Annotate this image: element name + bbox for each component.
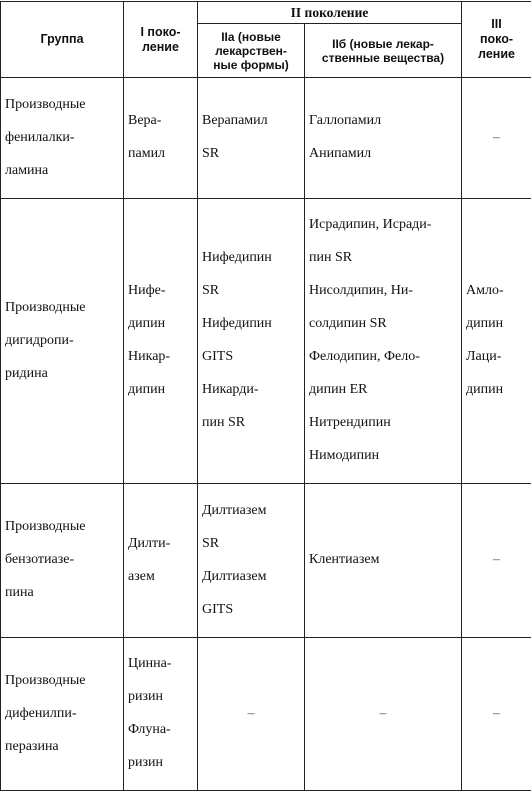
gen2a-cell bbox=[198, 637, 305, 791]
cell-line: бензотиазе- bbox=[5, 552, 119, 569]
header-gen2a-line: ные формы) bbox=[198, 58, 304, 72]
gen3-cell bbox=[462, 484, 531, 638]
cell-line: GITS bbox=[202, 349, 300, 366]
cell-line: пина bbox=[5, 585, 119, 602]
cell-line: Никар- bbox=[128, 349, 193, 366]
gen3-cell bbox=[462, 198, 531, 484]
cell-line: Нифе- bbox=[128, 283, 193, 300]
gen3-cell bbox=[462, 78, 531, 199]
cell-line: Анипамил bbox=[309, 146, 457, 163]
gen1-cell bbox=[124, 484, 198, 638]
cell-line: перазина bbox=[5, 739, 119, 756]
table-row bbox=[1, 78, 531, 199]
cell-line: Производные bbox=[5, 300, 119, 317]
header-gen1 bbox=[124, 2, 198, 78]
empty-dash: – bbox=[380, 706, 387, 721]
cell-line: Производные bbox=[5, 519, 119, 536]
cell-line: Галлопамил bbox=[309, 113, 457, 130]
cell-line: Производные bbox=[5, 673, 119, 690]
group-cell bbox=[1, 78, 124, 199]
cell-line: фенилалки- bbox=[5, 130, 119, 147]
table-row bbox=[1, 637, 531, 791]
cell-line: солдипин SR bbox=[309, 316, 457, 333]
gen2b-cell bbox=[305, 78, 462, 199]
header-gen2-label: II поколение bbox=[291, 5, 369, 20]
header-group-label: Группа bbox=[40, 32, 83, 46]
cell-line: Исрадипин, Исради- bbox=[309, 217, 457, 234]
empty-dash: – bbox=[248, 706, 255, 721]
cell-line: ридина bbox=[5, 366, 119, 383]
header-gen3-line: поко- bbox=[462, 32, 531, 47]
cell-line: Фелодипин, Фело- bbox=[309, 349, 457, 366]
cell-line: Цинна- bbox=[128, 656, 193, 673]
cell-line: дипин bbox=[128, 382, 193, 399]
cell-line: азем bbox=[128, 569, 193, 586]
table-row bbox=[1, 198, 531, 484]
header-gen2 bbox=[198, 2, 462, 24]
cell-line: SR bbox=[202, 536, 300, 553]
cell-line: дифенилпи- bbox=[5, 706, 119, 723]
cell-line: Вера- bbox=[128, 113, 193, 130]
drug-classification-table bbox=[0, 1, 531, 791]
cell-line: Нитрендипин bbox=[309, 415, 457, 432]
empty-dash: – bbox=[493, 552, 500, 567]
group-cell bbox=[1, 637, 124, 791]
header-gen2b bbox=[305, 24, 462, 78]
header-gen2b-line: ственные вещества) bbox=[305, 51, 461, 65]
cell-line: Нисолдипин, Ни- bbox=[309, 283, 457, 300]
cell-line: Верапамил bbox=[202, 113, 300, 130]
gen1-cell bbox=[124, 637, 198, 791]
cell-line: Амло- bbox=[466, 283, 527, 300]
cell-line: памил bbox=[128, 146, 193, 163]
empty-dash: – bbox=[493, 706, 500, 721]
cell-line: Нимодипин bbox=[309, 448, 457, 465]
cell-line: дипин bbox=[466, 316, 527, 333]
header-gen2a-line: лекарствен- bbox=[198, 44, 304, 58]
cell-line: пин SR bbox=[309, 250, 457, 267]
gen2b-cell bbox=[305, 198, 462, 484]
header-gen3-line: ление bbox=[462, 47, 531, 62]
cell-line: Нифедипин bbox=[202, 316, 300, 333]
cell-line: Лаци- bbox=[466, 349, 527, 366]
group-cell bbox=[1, 198, 124, 484]
cell-line: дипин ER bbox=[309, 382, 457, 399]
header-group bbox=[1, 2, 124, 78]
cell-line: дигидропи- bbox=[5, 333, 119, 350]
gen2b-cell bbox=[305, 484, 462, 638]
header-gen2a-line: IIa (новые bbox=[198, 30, 304, 44]
header-gen1-line: I поко- bbox=[124, 25, 197, 40]
gen2a-cell bbox=[198, 484, 305, 638]
group-cell bbox=[1, 484, 124, 638]
gen2a-cell bbox=[198, 198, 305, 484]
cell-line: Дилтиазем bbox=[202, 569, 300, 586]
cell-line: Производные bbox=[5, 97, 119, 114]
cell-line: GITS bbox=[202, 602, 300, 619]
cell-line: пин SR bbox=[202, 415, 300, 432]
cell-line: ризин bbox=[128, 755, 193, 772]
gen3-cell bbox=[462, 637, 531, 791]
gen2b-cell bbox=[305, 637, 462, 791]
cell-line: Никарди- bbox=[202, 382, 300, 399]
empty-dash: – bbox=[493, 130, 500, 145]
cell-line: дипин bbox=[466, 382, 527, 399]
header-gen2b-line: IIб (новые лекар- bbox=[305, 37, 461, 51]
gen1-cell bbox=[124, 198, 198, 484]
cell-line: ризин bbox=[128, 689, 193, 706]
cell-line: дипин bbox=[128, 316, 193, 333]
cell-line: SR bbox=[202, 283, 300, 300]
header-gen3 bbox=[462, 2, 531, 78]
cell-line: Флуна- bbox=[128, 722, 193, 739]
cell-line: SR bbox=[202, 146, 300, 163]
cell-line: Нифедипин bbox=[202, 250, 300, 267]
cell-line: Клентиазем bbox=[309, 552, 457, 569]
header-gen3-line: III bbox=[462, 17, 531, 32]
gen2a-cell bbox=[198, 78, 305, 199]
cell-line: ламина bbox=[5, 163, 119, 180]
cell-line: Дилтиазем bbox=[202, 503, 300, 520]
header-gen1-line: ление bbox=[124, 40, 197, 55]
header-gen2a bbox=[198, 24, 305, 78]
gen1-cell bbox=[124, 78, 198, 199]
table-row bbox=[1, 484, 531, 638]
cell-line: Дилти- bbox=[128, 536, 193, 553]
